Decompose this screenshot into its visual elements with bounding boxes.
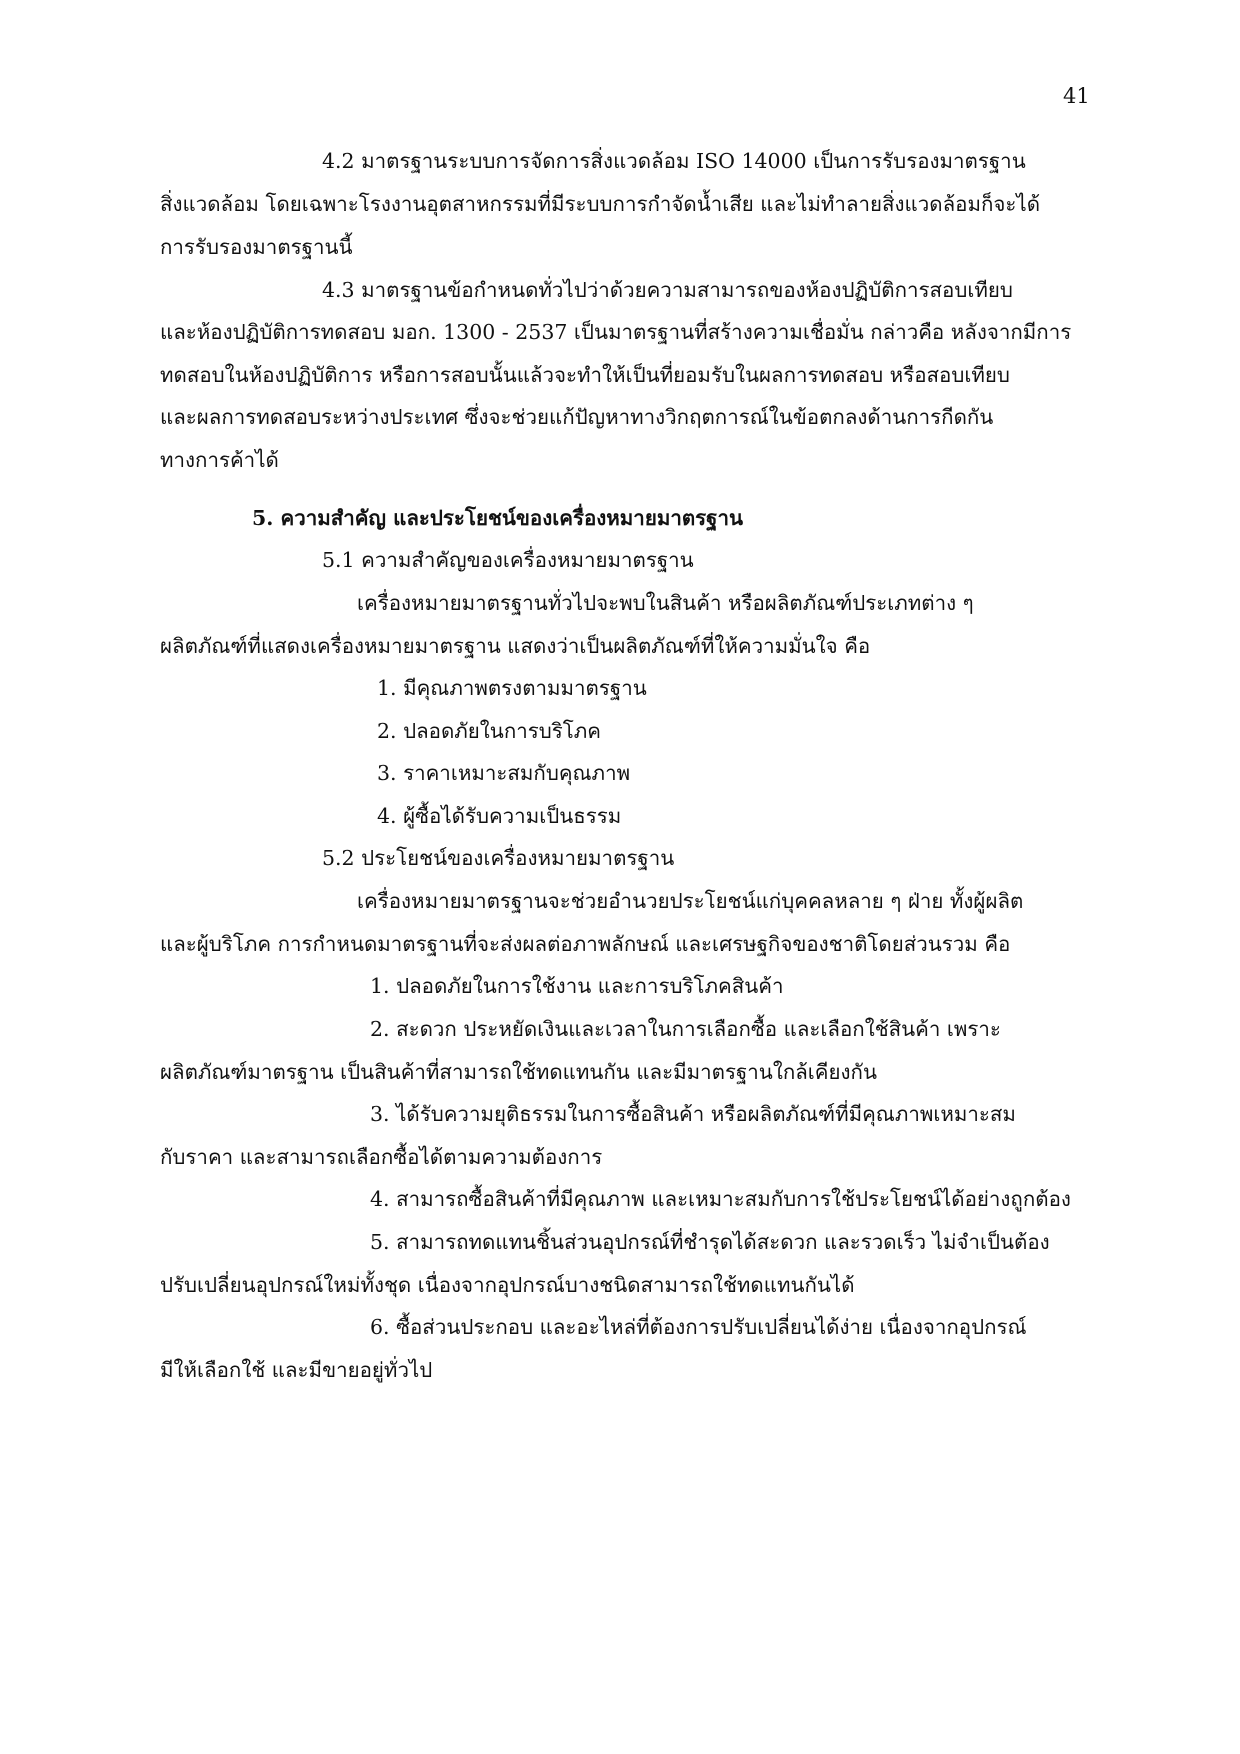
page-number: 41 bbox=[1063, 84, 1090, 108]
text-line: 3. ราคาเหมาะสมกับคุณภาพ bbox=[377, 761, 631, 785]
text-line: 4. ผู้ซื้อได้รับความเป็นธรรม bbox=[377, 804, 622, 828]
text-line: 5.2 ประโยชน์ของเครื่องหมายมาตรฐาน bbox=[322, 846, 675, 870]
text-line: ผลิตภัณฑ์ที่แสดงเครื่องหมายมาตรฐาน แสดงว่าเป็นผลิตภัณฑ์ที่ให้ความมั่นใจ คือ bbox=[160, 634, 871, 658]
text-line: การรับรองมาตรฐานนี้ bbox=[160, 235, 353, 259]
text-line: สิ่งแวดล้อม โดยเฉพาะโรงงานอุตสาหกรรมที่มีระบบการกำจัดน้ำเสีย และไม่ทำลายสิ่งแวดล้อมก็จะได้ bbox=[160, 192, 1041, 216]
text-line: 1. มีคุณภาพตรงตามมาตรฐาน bbox=[377, 676, 647, 700]
text-line: 5. สามารถทดแทนชิ้นส่วนอุปกรณ์ที่ชำรุดได้สะดวก และรวดเร็ว ไม่จำเป็นต้อง bbox=[370, 1230, 1050, 1254]
text-line: 4.3 มาตรฐานข้อกำหนดทั่วไปว่าด้วยความสามารถของห้องปฏิบัติการสอบเทียบ bbox=[322, 278, 1013, 302]
text-line: 4.2 มาตรฐานระบบการจัดการสิ่งแวดล้อม ISO 14000 เป็นการรับรองมาตรฐาน bbox=[322, 149, 1026, 173]
text-line: เครื่องหมายมาตรฐานจะช่วยอำนวยประโยชน์แก่บุคคลหลาย ๆ ฝ่าย ทั้งผู้ผลิต bbox=[357, 889, 1024, 913]
text-line: ปรับเปลี่ยนอุปกรณ์ใหม่ทั้งชุด เนื่องจากอุปกรณ์บางชนิดสามารถใช้ทดแทนกันได้ bbox=[160, 1273, 855, 1297]
text-line: 1. ปลอดภัยในการใช้งาน และการบริโภคสินค้า bbox=[370, 974, 784, 998]
text-line: ทดสอบในห้องปฏิบัติการ หรือการสอบนั้นแล้วจะทำให้เป็นที่ยอมรับในผลการทดสอบ หรือสอบเทียบ bbox=[160, 363, 1010, 387]
text-line: และผลการทดสอบระหว่างประเทศ ซึ่งจะช่วยแก้ปัญหาทางวิกฤตการณ์ในข้อตกลงด้านการกีดกัน bbox=[160, 405, 994, 429]
text-line: กับราคา และสามารถเลือกซื้อได้ตามความต้องการ bbox=[160, 1145, 603, 1169]
text-line: 5.1 ความสำคัญของเครื่องหมายมาตรฐาน bbox=[322, 548, 694, 572]
text-line: ทางการค้าได้ bbox=[160, 448, 279, 472]
text-line: 2. สะดวก ประหยัดเงินและเวลาในการเลือกซื้อ และเลือกใช้สินค้า เพราะ bbox=[370, 1017, 1001, 1041]
text-line: 2. ปลอดภัยในการบริโภค bbox=[377, 719, 602, 743]
text-line: เครื่องหมายมาตรฐานทั่วไปจะพบในสินค้า หรือผลิตภัณฑ์ประเภทต่าง ๆ bbox=[357, 591, 974, 615]
text-line: 6. ซื้อส่วนประกอบ และอะไหล่ที่ต้องการปรับเปลี่ยนได้ง่าย เนื่องจากอุปกรณ์ bbox=[370, 1315, 1027, 1339]
text-line: 4. สามารถซื้อสินค้าที่มีคุณภาพ และเหมาะสมกับการใช้ประโยชน์ได้อย่างถูกต้อง bbox=[370, 1187, 1071, 1211]
text-line: มีให้เลือกใช้ และมีขายอยู่ทั่วไป bbox=[160, 1358, 433, 1382]
text-line: 3. ได้รับความยุติธรรมในการซื้อสินค้า หรือผลิตภัณฑ์ที่มีคุณภาพเหมาะสม bbox=[370, 1102, 1016, 1126]
section-heading: 5. ความสำคัญ และประโยชน์ของเครื่องหมายมาตรฐาน bbox=[252, 506, 744, 530]
text-line: และห้องปฏิบัติการทดสอบ มอก. 1300 - 2537 เป็นมาตรฐานที่สร้างความเชื่อมั่น กล่าวคือ หลังจากมีการ bbox=[160, 320, 1072, 344]
text-line: และผู้บริโภค การกำหนดมาตรฐานที่จะส่งผลต่อภาพลักษณ์ และเศรษฐกิจของชาติโดยส่วนรวม คือ bbox=[160, 932, 1011, 956]
text-line: ผลิตภัณฑ์มาตรฐาน เป็นสินค้าที่สามารถใช้ทดแทนกัน และมีมาตรฐานใกล้เคียงกัน bbox=[160, 1060, 877, 1084]
